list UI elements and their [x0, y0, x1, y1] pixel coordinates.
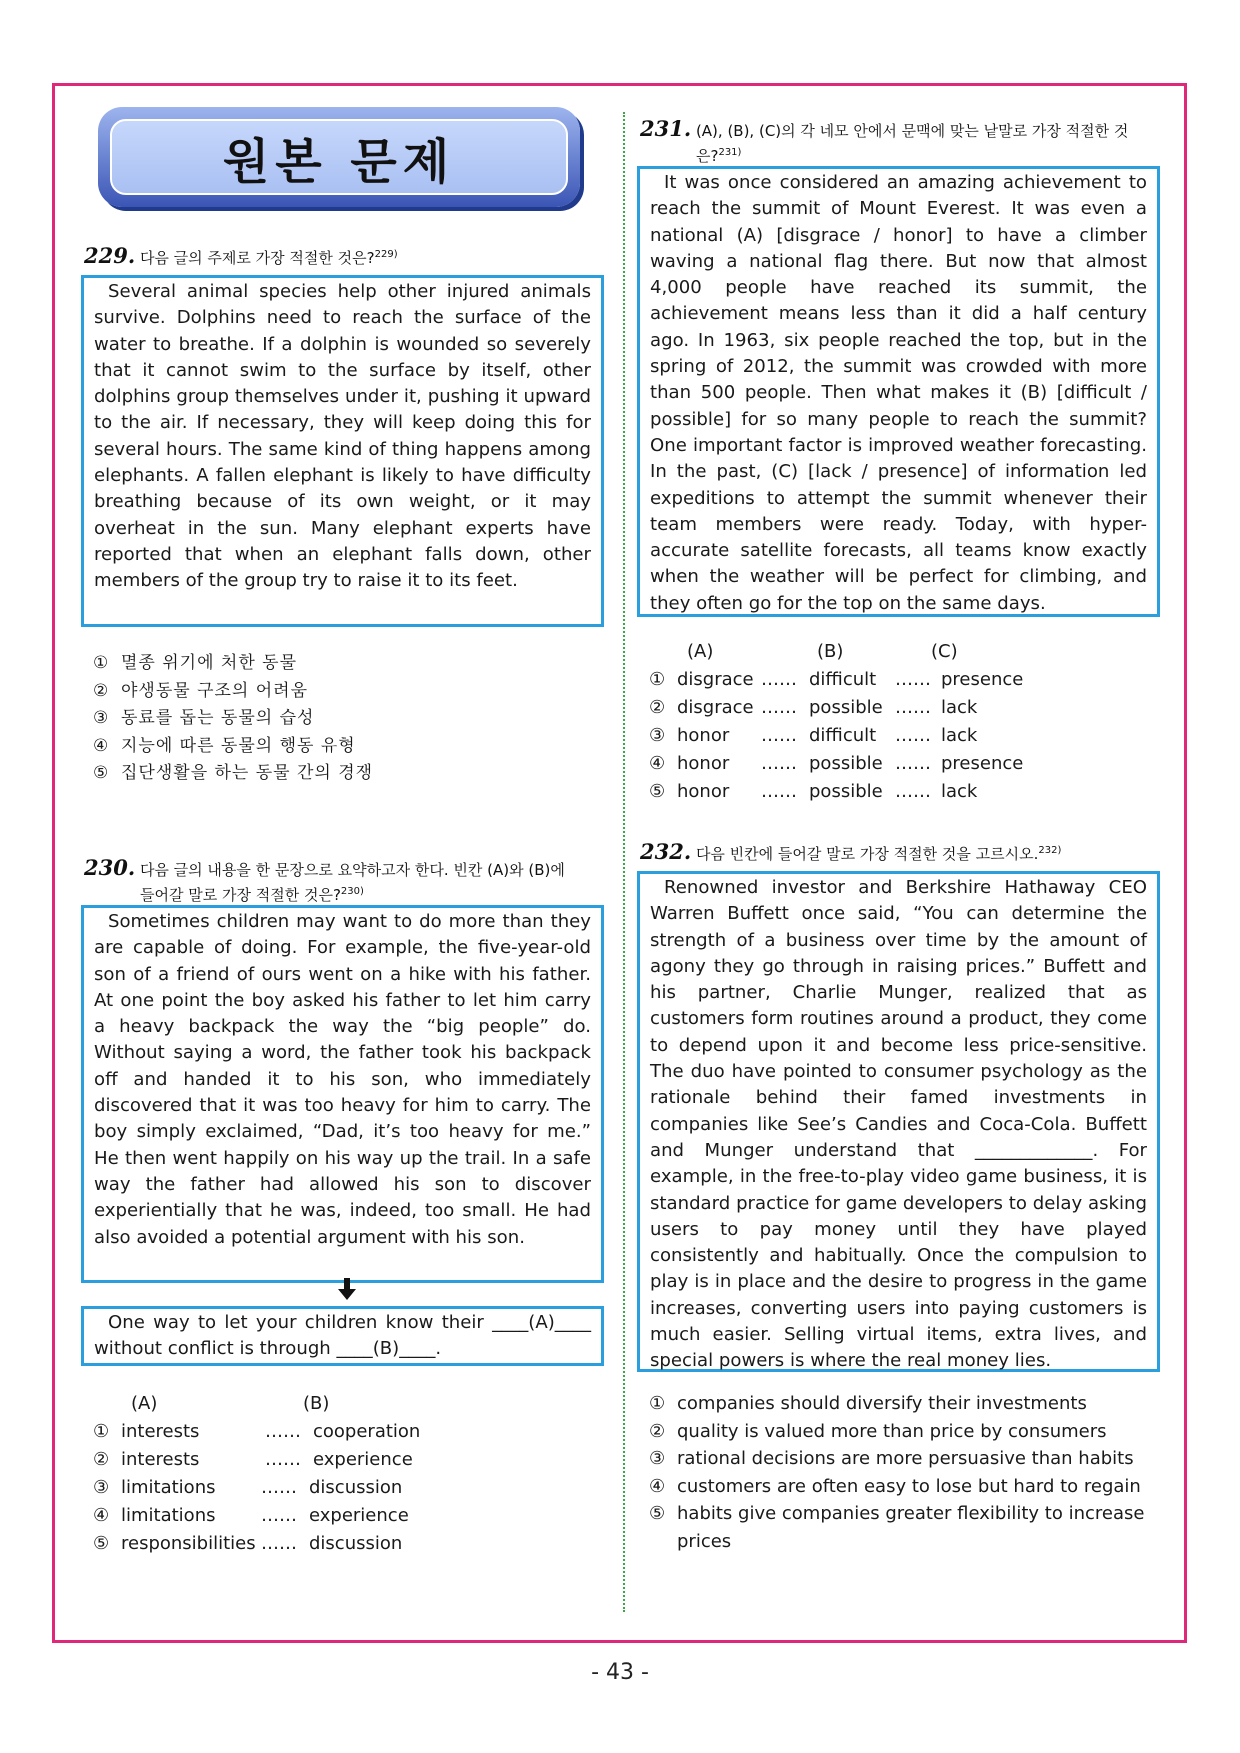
choice-dots: …… [761, 781, 797, 802]
choice-number: ④ [93, 735, 110, 756]
choice-item[interactable] [93, 1418, 593, 1446]
title-inner [110, 119, 568, 195]
question-text-line1: (A), (B), (C)의 각 네모 안에서 문맥에 맞는 낱말로 가장 적절한 것 [695, 122, 1129, 140]
choices-232 [649, 1390, 1161, 1555]
choice-item[interactable] [649, 1418, 1161, 1446]
choice-number: ⑤ [649, 1503, 666, 1524]
choice-number: ④ [649, 753, 666, 774]
choice-item[interactable] [649, 666, 1149, 694]
passage-text: Sometimes children may want to do more than they are capable of doing. For example, the five-year-old son of a friend of ours went on a hike with his father. At one point the boy asked his father to let him carry a heavy backpack the way the “big people” do. Without saying a word, the father took his backpack off and handed it to his son, who immediately discovered that it was too heavy for him to carry. The boy simply exclaimed, “Dad, it’s too heavy for me.” He then went happily on his way up the trail. In a safe way the father had allowed his son to discover experientially that he was, indeed, too small. He had also avoided a potential argument with his son. [94, 911, 591, 1248]
choice-number: ① [93, 653, 110, 673]
question-ref: 231) [718, 147, 742, 158]
choice-header-row [649, 638, 1149, 666]
choice-number: ① [93, 1421, 110, 1442]
choice-b: possible [809, 697, 883, 718]
question-232-header [640, 840, 1160, 865]
page-title: 원본 문제 [222, 133, 456, 190]
choice-item[interactable] [649, 694, 1149, 722]
choice-a: interests [121, 1449, 200, 1470]
question-number: 230. [84, 855, 136, 880]
choice-dots: …… [895, 697, 931, 718]
choice-text: 야생동물 구조의 어려움 [121, 680, 309, 701]
question-231-header [640, 118, 1160, 167]
choice-dots: …… [761, 697, 797, 718]
choice-a: limitations [121, 1477, 216, 1498]
passage-text: Several animal species help other injured animals survive. Dolphins need to reach the surface of the water to breathe. If a dolphin is wounded so severely that it cannot swim to the surface by itself, other dolphins group themselves under it, pushing it upward to the air. If necessary, they will keep doing this for several hours. The same kind of thing happens among elephants. A fallen elephant is likely to have difficulty breathing because of its own weight, or it may overheat in the sun. Many elephant experts have reported that when an elephant falls down, other members of the group try to raise it to its feet. [94, 281, 591, 592]
choice-number: ② [649, 697, 666, 718]
choice-a: interests [121, 1421, 200, 1442]
passage-box-231 [637, 166, 1160, 617]
passage-box-232 [637, 871, 1160, 1372]
column-divider [623, 112, 625, 1612]
choice-text: rational decisions are more persuasive than habits [677, 1448, 1134, 1469]
choices-231 [649, 638, 1149, 806]
choice-dots: …… [265, 1421, 301, 1442]
choice-a: honor [677, 725, 730, 746]
choice-item[interactable] [649, 1473, 1161, 1501]
choice-item[interactable] [93, 1446, 593, 1474]
choice-text: companies should diversify their investments [677, 1393, 1087, 1414]
choice-dots: …… [761, 753, 797, 774]
question-ref: 229) [374, 249, 398, 260]
choice-c: presence [941, 669, 1024, 690]
summary-text: One way to let your children know their ____(A)____ without conflict is through ____(B)____. [94, 1312, 591, 1360]
choice-item[interactable] [93, 705, 593, 733]
choices-229 [93, 650, 593, 788]
question-text: 다음 글의 주제로 가장 적절한 것은? [139, 249, 375, 267]
choice-dots: …… [761, 669, 797, 690]
column-a-label: (A) [131, 1393, 158, 1414]
choice-number: ③ [93, 1477, 110, 1498]
choice-item[interactable] [649, 1390, 1161, 1418]
choice-text: customers are often easy to lose but hard to regain [677, 1475, 1141, 1497]
summary-box-230 [81, 1306, 604, 1366]
choice-a: disgrace [677, 669, 754, 690]
question-number: 232. [640, 839, 692, 864]
choice-number: ② [93, 680, 110, 701]
choice-item[interactable] [93, 1530, 593, 1558]
choice-text: quality is valued more than price by consumers [677, 1420, 1107, 1442]
passage-box-230 [81, 905, 604, 1283]
choices-230 [93, 1390, 593, 1558]
column-a-label: (A) [687, 641, 714, 662]
choice-text: habits give companies greater flexibility to increase prices [677, 1503, 1145, 1552]
choice-text: 지능에 따른 동물의 행동 유형 [121, 735, 356, 756]
column-b-label: (B) [303, 1393, 330, 1414]
choice-a: honor [677, 781, 730, 802]
choice-dots: …… [261, 1505, 297, 1526]
choice-number: ③ [649, 1448, 666, 1469]
choice-number: ① [649, 1393, 666, 1414]
question-text: 다음 빈칸에 들어갈 말로 가장 적절한 것을 고르시오. [695, 845, 1039, 863]
choice-item[interactable] [649, 1445, 1161, 1473]
choice-item[interactable] [649, 722, 1149, 750]
choice-header-row [93, 1390, 593, 1418]
question-text-line2: 은? [696, 147, 719, 165]
question-229-header [84, 244, 604, 269]
choice-b: experience [313, 1449, 413, 1470]
question-text-line2: 들어갈 말로 가장 적절한 것은? [140, 886, 341, 904]
choice-dots: …… [261, 1477, 297, 1498]
choice-item[interactable] [93, 733, 593, 761]
passage-text: Renowned investor and Berkshire Hathaway CEO Warren Buffett once said, “You can determine the strength of a business over time by the amount of agony they go through in raising prices.” Buffett and his partner, Charlie Munger, realized that as customers form routines around a product, they come to depend upon it and become less price-sensitive. The duo have pointed to consumer psychology as the rationale behind their famed investments in companies like See’s Candies and Coca-Cola. Buffett and Munger understand that _____________. For example, in the free-to-play video game business, it is standard practice for game developers to delay asking users to pay money until they have played consistently and habitually. Once the compulsion to play is in place and the desire to progress in the game increases, converting users into paying customers is much easier. Selling virtual items, extra lives, and special powers is where the real money lies. [650, 877, 1147, 1372]
choice-a: disgrace [677, 697, 754, 718]
choice-number: ③ [93, 708, 110, 728]
choice-item[interactable] [649, 1500, 1161, 1555]
choice-c: presence [941, 753, 1024, 774]
choice-number: ⑤ [649, 781, 666, 802]
choice-c: lack [941, 697, 978, 718]
choice-item[interactable] [93, 678, 593, 706]
title-plate [98, 107, 580, 207]
choice-item[interactable] [93, 1474, 593, 1502]
choice-c: lack [941, 725, 978, 746]
choice-item[interactable] [93, 650, 593, 678]
choice-b: discussion [309, 1533, 403, 1554]
choice-text: 집단생활을 하는 동물 간의 경쟁 [121, 763, 374, 783]
choice-dots: …… [761, 725, 797, 746]
choice-item[interactable] [93, 1502, 593, 1530]
choice-number: ⑤ [93, 1533, 110, 1554]
question-ref: 230) [340, 886, 364, 897]
column-b-label: (B) [817, 641, 844, 662]
choice-b: difficult [809, 669, 877, 690]
choice-text: 멸종 위기에 처한 동물 [121, 653, 298, 673]
choice-dots: …… [895, 725, 931, 746]
choice-number: ② [649, 1420, 666, 1442]
choice-number: ③ [649, 725, 666, 746]
choice-c: lack [941, 781, 978, 802]
choice-a: responsibilities [121, 1533, 256, 1554]
choice-dots: …… [261, 1533, 297, 1554]
choice-b: possible [809, 781, 883, 802]
question-number: 229. [84, 243, 136, 268]
choice-b: cooperation [313, 1421, 421, 1442]
down-arrow-icon [338, 1278, 356, 1300]
choice-dots: …… [895, 753, 931, 774]
column-c-label: (C) [931, 641, 958, 662]
choice-a: limitations [121, 1505, 216, 1526]
choice-number: ④ [649, 1475, 666, 1497]
choice-a: honor [677, 753, 730, 774]
question-text-line1: 다음 글의 내용을 한 문장으로 요약하고자 한다. 빈칸 (A)와 (B)에 [139, 861, 565, 879]
choice-item[interactable] [93, 760, 593, 788]
choice-dots: …… [895, 781, 931, 802]
choice-number: ④ [93, 1505, 110, 1526]
choice-number: ② [93, 1449, 110, 1470]
choice-dots: …… [265, 1449, 301, 1470]
choice-b: difficult [809, 725, 877, 746]
choice-text: 동료를 돕는 동물의 습성 [121, 708, 315, 728]
choice-b: discussion [309, 1477, 403, 1498]
choice-dots: …… [895, 669, 931, 690]
choice-b: experience [309, 1505, 409, 1526]
choice-number: ⑤ [93, 763, 110, 783]
passage-box-229 [81, 275, 604, 627]
choice-item[interactable] [649, 750, 1149, 778]
question-ref: 232) [1038, 845, 1062, 856]
question-number: 231. [640, 116, 692, 141]
page-number: - 43 - [591, 1660, 649, 1685]
passage-text: It was once considered an amazing achievement to reach the summit of Mount Everest. It was even a national (A) [disgrace / honor] to have a climber waving a national flag there. But now that almost 4,000 people have reached its summit, the achievement means less than it did a half century ago. In 1963, six people reached the top, but in the spring of 2012, the summit was crowded with more than 500 people. Then what makes it (B) [difficult / possible] for so many people to reach the summit? One important factor is improved weather forecasting. In the past, (C) [lack / presence] of information led expeditions to attempt the summit whenever their team members were ready. Today, with hyper-accurate satellite forecasts, all teams know exactly when the weather will be perfect for climbing, and they often go for the top on the same days. [650, 172, 1147, 614]
choice-item[interactable] [649, 778, 1149, 806]
choice-number: ① [649, 669, 666, 690]
question-230-header [84, 857, 614, 906]
choice-b: possible [809, 753, 883, 774]
